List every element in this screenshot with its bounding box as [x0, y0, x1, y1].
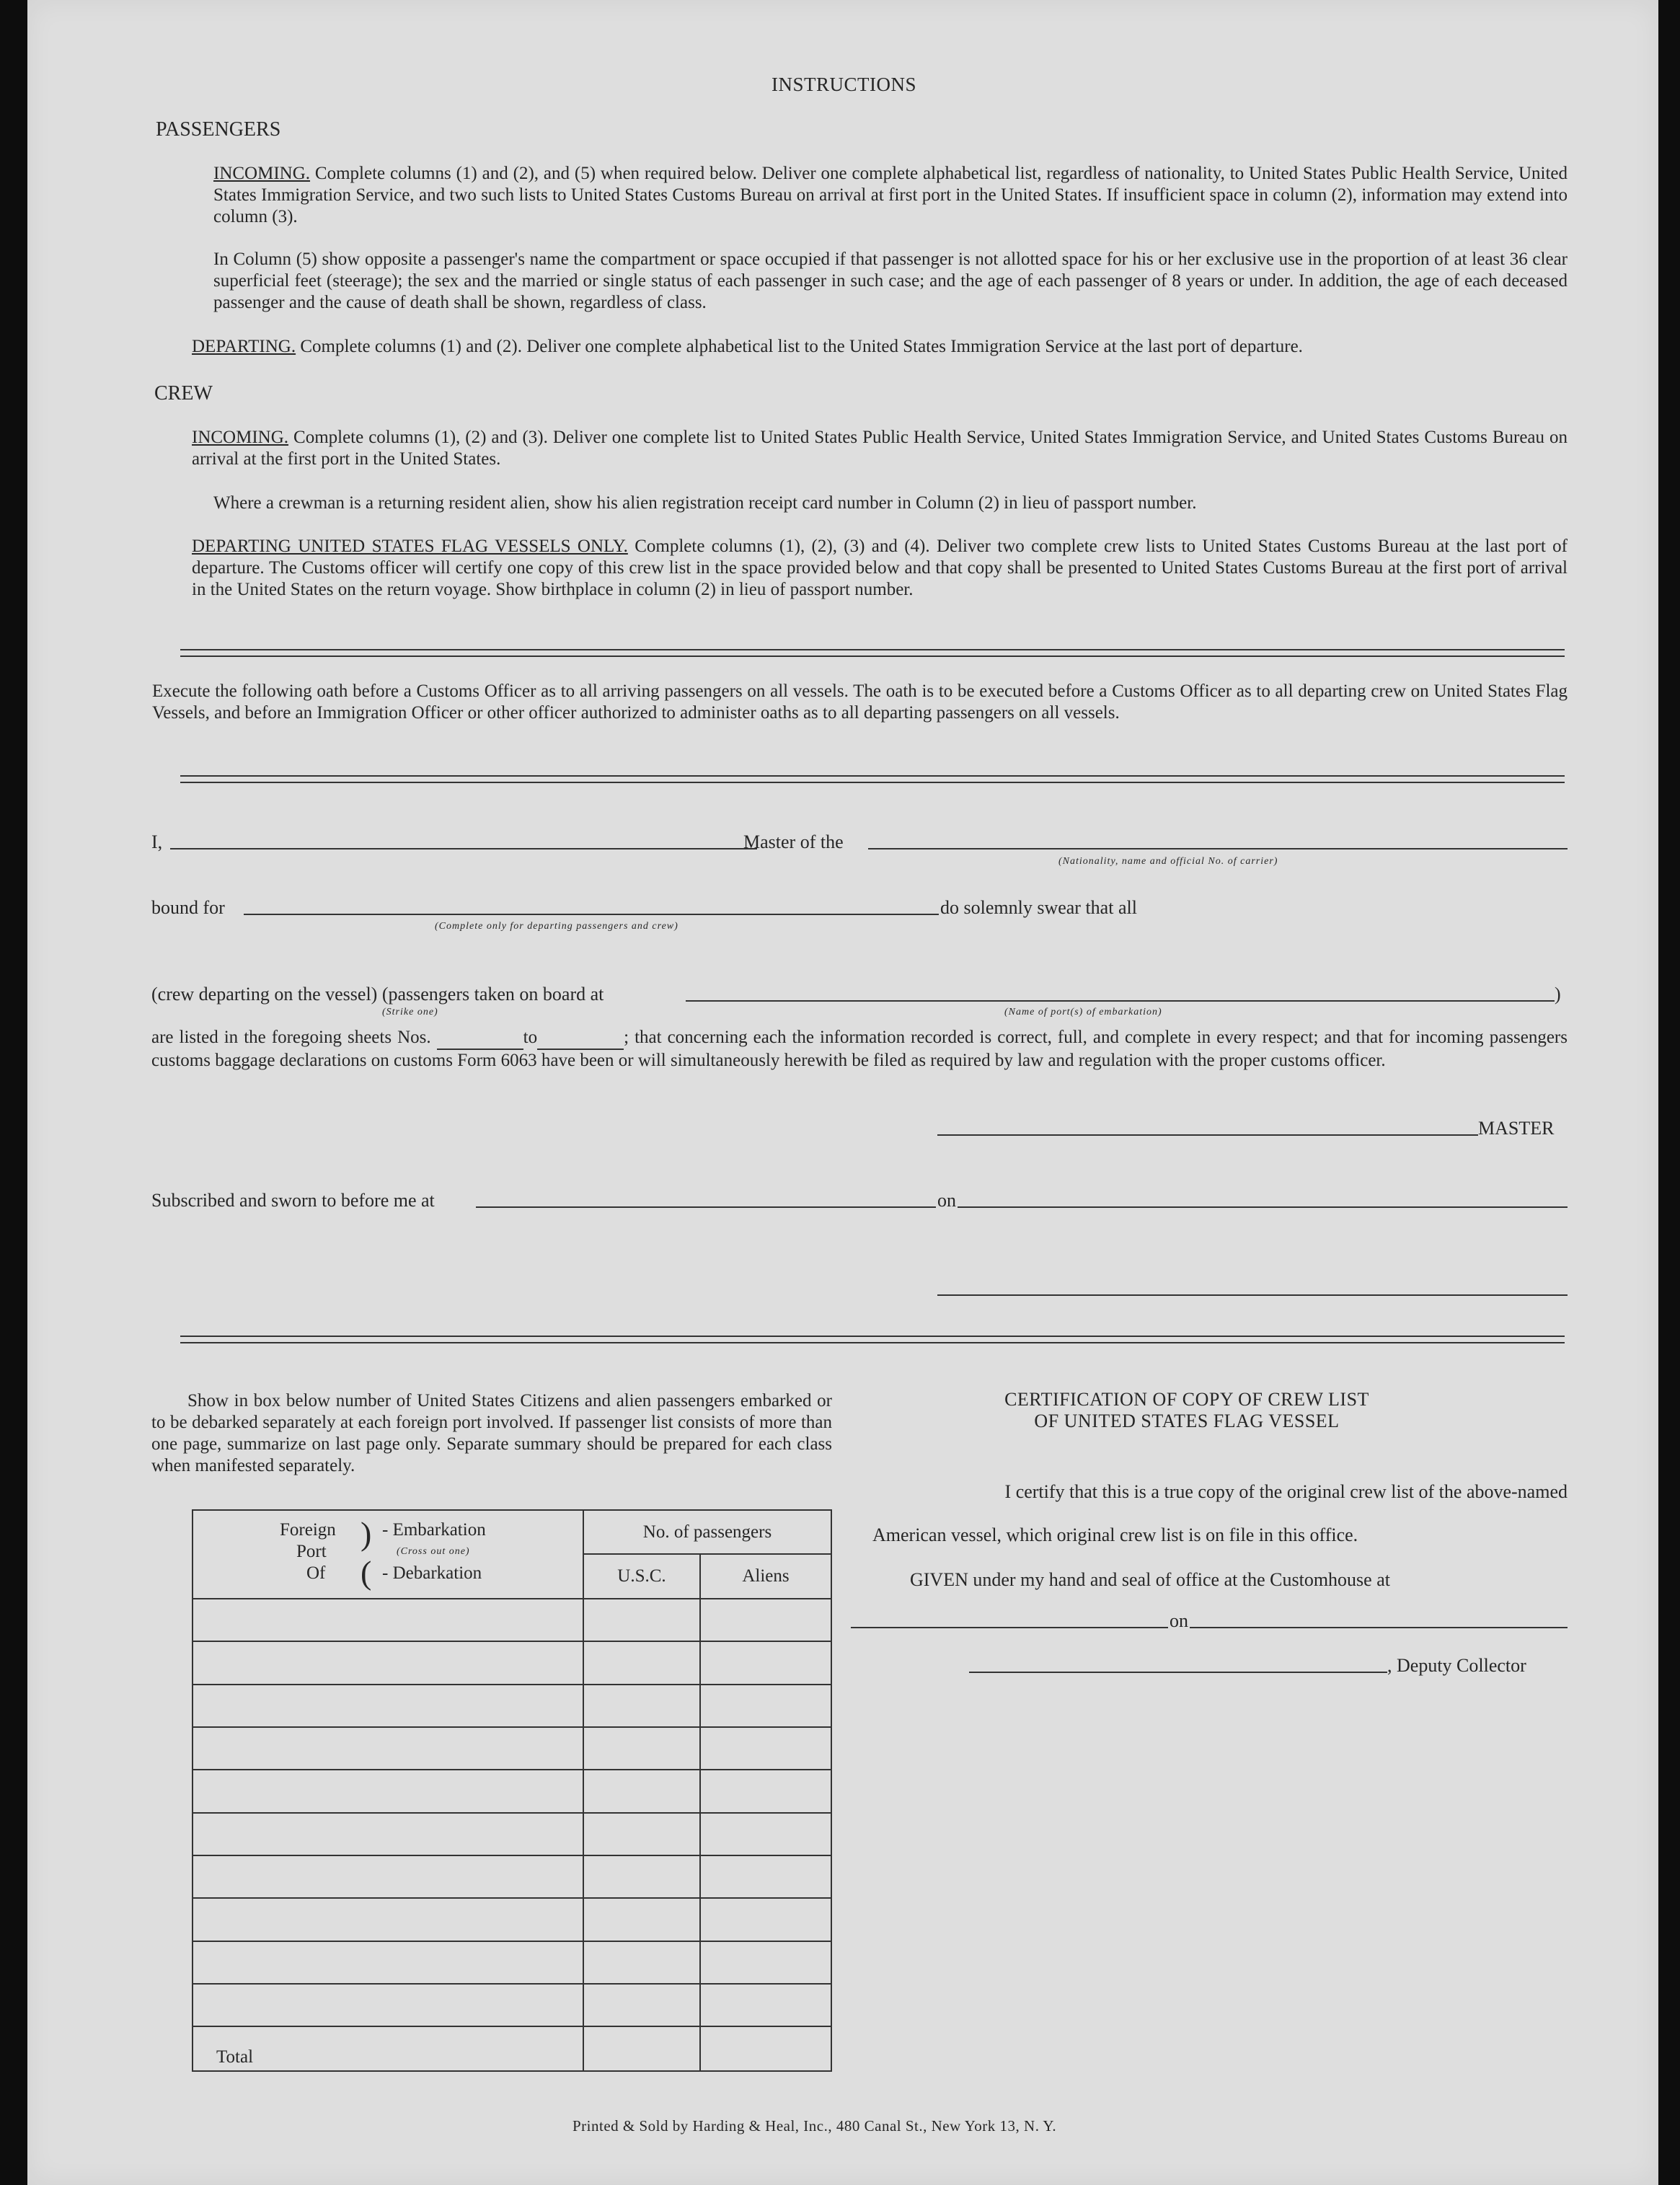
listed-prefix: are listed in the foregoing sheets Nos.	[151, 1028, 431, 1047]
subscribed-label: Subscribed and sworn to before me at	[151, 1190, 435, 1211]
master-signature-field[interactable]	[937, 1134, 1478, 1136]
instructions-title: INSTRUCTIONS	[772, 74, 917, 95]
form-page	[27, 0, 1658, 2185]
passengers-heading: PASSENGERS	[156, 118, 281, 141]
total-usc-cell[interactable]	[583, 2026, 700, 2071]
usc-cell[interactable]	[583, 1770, 700, 1812]
certify-line-1: I certify that this is a true copy of the original crew list of the above-named	[1004, 1481, 1568, 1502]
bound-hint: (Complete only for departing passengers and crew)	[435, 921, 678, 932]
port-cell[interactable]	[193, 1984, 583, 2026]
to-label: to	[523, 1028, 538, 1047]
aliens-cell[interactable]	[700, 1813, 831, 1855]
certify-line-2: American vessel, which original crew list is on file in this office.	[872, 1524, 1358, 1545]
section-divider	[180, 649, 1565, 657]
strike-one-hint: (Strike one)	[382, 1007, 438, 1018]
swear-label: do solemnly swear that all	[940, 897, 1137, 918]
ports-hint: (Name of port(s) of embarkation)	[1004, 1007, 1162, 1018]
master-label: MASTER	[1478, 1118, 1555, 1139]
crew-heading: CREW	[154, 382, 213, 405]
usc-cell[interactable]	[583, 1984, 700, 2026]
oath-intro: Execute the following oath before a Customs Officer as to all arriving passengers on all vessels. The oath is to be executed before a Customs Officer as to all departing crew on United States Flag Vessels, and before an Immigration Officer or other officer authorized to administer oaths as to all departing passengers on all vessels.	[152, 681, 1568, 723]
brace-bottom: (	[361, 1554, 372, 1592]
port-cell[interactable]	[193, 1813, 583, 1855]
port-label: Port	[296, 1542, 327, 1562]
deputy-signature-field[interactable]	[969, 1672, 1387, 1673]
cert-on-label: on	[1170, 1610, 1188, 1631]
sworn-place-field[interactable]	[476, 1206, 936, 1208]
aliens-cell[interactable]	[700, 1984, 831, 2026]
table-row	[193, 1685, 831, 1727]
usc-cell[interactable]	[583, 1898, 700, 1941]
sworn-on-label: on	[937, 1190, 956, 1211]
table-row	[193, 1984, 831, 2026]
crewman-paragraph: Where a crewman is a returning resident alien, show his alien registration receipt card number in Column (2) in lieu of passport number.	[213, 493, 1197, 513]
of-label: Of	[306, 1563, 326, 1584]
usc-header: U.S.C.	[583, 1554, 700, 1598]
port-cell[interactable]	[193, 1855, 583, 1898]
customhouse-field[interactable]	[851, 1627, 1168, 1628]
usc-cell[interactable]	[583, 1685, 700, 1727]
usc-cell[interactable]	[583, 1641, 700, 1684]
port-cell[interactable]	[193, 1770, 583, 1812]
total-aliens-cell[interactable]	[700, 2026, 831, 2071]
usc-cell[interactable]	[583, 1599, 700, 1641]
no-passengers-header: No. of passengers	[583, 1510, 831, 1554]
port-header-cell	[193, 1510, 583, 1599]
incoming-label: INCOMING.	[213, 164, 311, 183]
table-row	[193, 1770, 831, 1812]
carrier-field[interactable]	[868, 848, 1568, 849]
bottom-divider	[180, 1336, 1565, 1343]
aliens-cell[interactable]	[700, 1685, 831, 1727]
incoming-text: Complete columns (1) and (2), and (5) when required below. Deliver one complete alphabetical list, regardless of nationality, to United States Public Health Service, United States Immigration Service, and two such lists to United States Customs Bureau on arrival at first port in the United States. If insufficient space in column (2), information may extend into column (3).	[213, 164, 1568, 226]
cross-out-hint: (Cross out one)	[397, 1546, 470, 1558]
listed-paragraph	[151, 1027, 1568, 1072]
usc-cell[interactable]	[583, 1941, 700, 1984]
sheet-to-field[interactable]	[537, 1027, 624, 1050]
aliens-cell[interactable]	[700, 1941, 831, 1984]
departing-flag-paragraph	[192, 536, 1568, 601]
master-name-field[interactable]	[170, 848, 757, 849]
close-paren: )	[1555, 984, 1561, 1005]
aliens-cell[interactable]	[700, 1599, 831, 1641]
officer-signature-field[interactable]	[937, 1294, 1568, 1296]
crew-incoming-label: INCOMING.	[192, 428, 289, 447]
aliens-cell[interactable]	[700, 1898, 831, 1941]
deputy-collector-label: , Deputy Collector	[1387, 1655, 1526, 1676]
aliens-cell[interactable]	[700, 1727, 831, 1770]
embarkation-ports-field[interactable]	[686, 1000, 1555, 1002]
printer-footer: Printed & Sold by Harding & Heal, Inc., 480 Canal St., New York 13, N. Y.	[572, 2117, 1057, 2135]
bound-for-label: bound for	[151, 897, 225, 918]
total-row	[193, 2026, 831, 2071]
table-row	[193, 1727, 831, 1770]
port-cell[interactable]	[193, 1941, 583, 1984]
departing-flag-text: Complete columns (1), (2), (3) and (4). Deliver two complete crew lists to United States Customs Bureau at the last port of departure. The Customs officer will certify one copy of this crew list in the space provided below and that copy shall be presented to United States Customs Bureau at the first port of arrival in the United States on the return voyage. Show birthplace in column (2) in lieu of passport number.	[192, 537, 1568, 599]
bound-for-field[interactable]	[244, 914, 939, 915]
column5-paragraph: In Column (5) show opposite a passenger's name the compartment or space occupied if that passenger is not allotted space for his or her exclusive use in the proportion of at least 36 clear superficial feet (steerage); the sex and the married or single status of each passenger in such case; and the age of each passenger of 8 years or under. In addition, the age of each deceased passenger and the cause of death shall be shown, regardless of class.	[213, 250, 1568, 312]
departing-label: DEPARTING.	[192, 337, 296, 356]
port-cell[interactable]	[193, 1898, 583, 1941]
table-row	[193, 1599, 831, 1641]
aliens-cell[interactable]	[700, 1770, 831, 1812]
total-label: Total	[193, 2026, 583, 2071]
debarkation-label: - Debarkation	[382, 1563, 482, 1584]
master-of-the-label: Master of the	[743, 831, 844, 852]
table-row	[193, 1941, 831, 1984]
sworn-date-field[interactable]	[958, 1206, 1568, 1208]
listed-rest: ; that concerning each the information recorded is correct, full, and complete in every respect; and that for incoming passengers customs baggage declarations on customs Form 6063 have been or will simultaneously herewith be filed as required by law and regulation with the proper customs officer.	[151, 1028, 1568, 1070]
embarkation-label: - Embarkation	[382, 1520, 486, 1540]
usc-cell[interactable]	[583, 1727, 700, 1770]
oath-divider	[180, 775, 1565, 783]
aliens-cell[interactable]	[700, 1641, 831, 1684]
passenger-summary-table	[192, 1509, 832, 2072]
brace-top: )	[361, 1515, 372, 1553]
crew-departing-label: (crew departing on the vessel) (passengers taken on board at	[151, 984, 604, 1005]
foreign-label: Foreign	[280, 1520, 336, 1540]
cert-date-field[interactable]	[1190, 1627, 1568, 1628]
departing-flag-label: DEPARTING UNITED STATES FLAG VESSELS ONLY.	[192, 537, 628, 556]
sheet-from-field[interactable]	[437, 1027, 523, 1050]
usc-cell[interactable]	[583, 1813, 700, 1855]
port-cell[interactable]	[193, 1599, 583, 1641]
oath-i-label: I,	[151, 831, 163, 852]
table-row	[193, 1855, 831, 1898]
given-line: GIVEN under my hand and seal of office at the Customhouse at	[910, 1569, 1390, 1590]
passengers-incoming-paragraph	[213, 163, 1568, 228]
summary-intro: Show in box below number of United States Citizens and alien passengers embarked or to be debarked separately at each foreign port involved. If passenger list consists of more than one page, summarize on last page only. Separate summary should be prepared for each class when manifested separately.	[151, 1391, 832, 1475]
port-cell[interactable]	[193, 1727, 583, 1770]
passengers-departing-paragraph	[192, 336, 1568, 358]
certification-title-2: OF UNITED STATES FLAG VESSEL	[1034, 1411, 1340, 1431]
table-row	[193, 1898, 831, 1941]
departing-text: Complete columns (1) and (2). Deliver one complete alphabetical list to the United States Immigration Service at the last port of departure.	[300, 337, 1303, 356]
table-row	[193, 1813, 831, 1855]
carrier-hint: (Nationality, name and official No. of carrier)	[1058, 856, 1278, 867]
crew-incoming-text: Complete columns (1), (2) and (3). Deliver one complete list to United States Public Health Service, United States Immigration Service, and United States Customs Bureau on arrival at the first port in the United States.	[192, 428, 1568, 469]
table-row	[193, 1641, 831, 1684]
usc-cell[interactable]	[583, 1855, 700, 1898]
port-cell[interactable]	[193, 1641, 583, 1684]
certification-title-1: CERTIFICATION OF COPY OF CREW LIST	[1004, 1389, 1369, 1410]
port-cell[interactable]	[193, 1685, 583, 1727]
aliens-cell[interactable]	[700, 1855, 831, 1898]
crew-incoming-paragraph	[192, 427, 1568, 470]
aliens-header: Aliens	[700, 1554, 831, 1598]
